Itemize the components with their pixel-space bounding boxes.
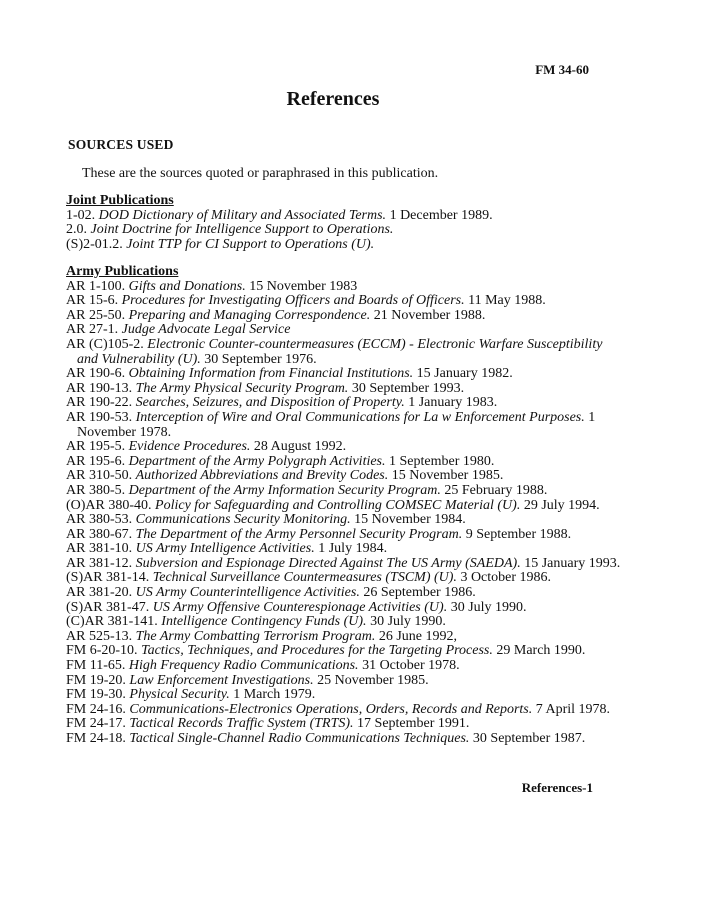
reference-id: AR (C)105-2. bbox=[66, 336, 144, 352]
reference-entry bbox=[66, 717, 626, 732]
reference-id: AR 195-6. bbox=[66, 453, 126, 469]
reference-entry bbox=[66, 601, 626, 616]
reference-date: 9 September 1988. bbox=[465, 526, 572, 542]
reference-id: FM 24-18. bbox=[66, 731, 126, 746]
reference-title: Tactical Records Traffic System (TRTS). bbox=[129, 716, 354, 732]
reference-id: AR 190-6. bbox=[66, 366, 126, 382]
reference-title: Intelligence Contingency Funds (U). bbox=[161, 614, 367, 630]
reference-entry bbox=[66, 674, 626, 689]
reference-title: US Army Counterintelligence Activities. bbox=[135, 585, 360, 601]
reference-title: Electronic Counter-countermeasures (ECCM) - Electronic Warfare Susceptibility and Vulnerability (U). bbox=[77, 336, 603, 367]
reference-id: FM 6-20-10. bbox=[66, 643, 138, 659]
reference-title: Tactical Single-Channel Radio Communications Techniques. bbox=[129, 731, 470, 746]
reference-title: Obtaining Information from Financial Institutions. bbox=[128, 366, 414, 382]
reference-id: FM 24-17. bbox=[66, 716, 126, 732]
army-publications-heading: Army Publications bbox=[66, 264, 179, 279]
reference-id: (S)2-01.2. bbox=[66, 236, 123, 252]
reference-date: 29 July 1994. bbox=[523, 497, 600, 513]
reference-id: AR 25-50. bbox=[66, 307, 126, 323]
reference-id: AR 381-12. bbox=[66, 555, 133, 571]
reference-date: 1 January 1983. bbox=[408, 395, 498, 411]
reference-date: 30 September 1993. bbox=[351, 380, 465, 396]
reference-id: FM 24-16. bbox=[66, 701, 126, 717]
joint-publications-heading: Joint Publications bbox=[66, 193, 174, 208]
reference-id: FM 11-65. bbox=[66, 658, 126, 674]
reference-entry bbox=[66, 557, 626, 572]
reference-title: Gifts and Donations. bbox=[128, 278, 246, 294]
reference-title: Preparing and Managing Correspondence. bbox=[128, 307, 371, 323]
reference-id: (C)AR 381-141. bbox=[66, 614, 158, 630]
reference-date: 15 November 1983 bbox=[249, 278, 358, 294]
reference-title: US Army Offensive Counterespionage Activities (U). bbox=[152, 599, 448, 615]
reference-entry bbox=[66, 209, 626, 224]
reference-title: Policy for Safeguarding and Controlling COMSEC Material (U). bbox=[155, 497, 521, 513]
reference-title: Tactics, Techniques, and Procedures for the Targeting Process. bbox=[141, 643, 493, 659]
reference-date: 1 July 1984. bbox=[318, 541, 388, 557]
reference-date: 1 September 1980. bbox=[389, 453, 495, 469]
reference-entry bbox=[66, 513, 626, 528]
reference-id: AR 380-67. bbox=[66, 526, 133, 542]
joint-publications-list bbox=[66, 209, 626, 253]
reference-id: AR 190-13. bbox=[66, 380, 133, 396]
reference-entry bbox=[66, 659, 626, 674]
reference-entry bbox=[66, 382, 626, 397]
reference-date: 15 November 1985. bbox=[391, 468, 504, 484]
reference-entry bbox=[66, 703, 626, 718]
reference-title: Department of the Army Information Security Program. bbox=[128, 482, 441, 498]
reference-entry bbox=[66, 411, 626, 440]
reference-entry bbox=[66, 280, 626, 295]
reference-date: 17 September 1991. bbox=[357, 716, 470, 732]
reference-date: 11 May 1988. bbox=[468, 293, 546, 309]
reference-id: (S)AR 381-47. bbox=[66, 599, 150, 615]
document-id: FM 34-60 bbox=[535, 62, 589, 77]
reference-id: AR 195-5. bbox=[66, 439, 126, 455]
reference-date: 15 November 1984. bbox=[354, 512, 466, 528]
reference-date: 25 February 1988. bbox=[444, 482, 548, 498]
reference-id: AR 381-10. bbox=[66, 541, 133, 557]
reference-entry bbox=[66, 323, 626, 338]
reference-entry bbox=[66, 223, 626, 238]
page-title: References bbox=[286, 88, 380, 110]
reference-id: AR 190-22. bbox=[66, 395, 133, 411]
reference-entry bbox=[66, 499, 626, 514]
reference-id: (O)AR 380-40. bbox=[66, 497, 152, 513]
reference-title: Law Enforcement Investigations. bbox=[129, 672, 314, 688]
reference-id: AR 1-100. bbox=[66, 278, 126, 294]
reference-entry bbox=[66, 309, 626, 324]
sources-used-heading: SOURCES USED bbox=[68, 137, 174, 152]
reference-date: 3 October 1986. bbox=[460, 570, 552, 586]
reference-title: The Department of the Army Personnel Security Program. bbox=[135, 526, 463, 542]
reference-date: 15 January 1982. bbox=[416, 366, 513, 382]
reference-title: Authorized Abbreviations and Brevity Codes. bbox=[135, 468, 389, 484]
reference-id: FM 19-30. bbox=[66, 687, 126, 703]
army-publications-list bbox=[66, 280, 626, 747]
reference-entry bbox=[66, 732, 626, 747]
reference-title: Evidence Procedures. bbox=[128, 439, 251, 455]
reference-date: 15 January 1993. bbox=[524, 555, 621, 571]
reference-date: 30 July 1990. bbox=[370, 614, 446, 630]
reference-date: 30 July 1990. bbox=[450, 599, 527, 615]
reference-entry bbox=[66, 367, 626, 382]
reference-title: Physical Security. bbox=[129, 687, 230, 703]
reference-entry bbox=[66, 615, 626, 630]
reference-date: 26 September 1986. bbox=[363, 585, 476, 601]
reference-title: Interception of Wire and Oral Communications for La w Enforcement Purposes. bbox=[135, 409, 585, 425]
reference-id: AR 525-13. bbox=[66, 628, 133, 644]
reference-entry bbox=[66, 528, 626, 543]
reference-entry bbox=[66, 484, 626, 499]
reference-date: 21 November 1988. bbox=[373, 307, 486, 323]
reference-id: AR 15-6. bbox=[66, 293, 119, 309]
reference-entry bbox=[66, 644, 626, 659]
reference-title: Communications-Electronics Operations, Orders, Records and Reports. bbox=[129, 701, 533, 717]
reference-title: The Army Combatting Terrorism Program. bbox=[135, 628, 376, 644]
reference-title: Technical Surveillance Countermeasures (TSCM) (U). bbox=[152, 570, 457, 586]
reference-id: 2.0. bbox=[66, 222, 87, 238]
reference-title: Judge Advocate Legal Service bbox=[121, 322, 291, 338]
reference-title: US Army Intelligence Activities. bbox=[135, 541, 315, 557]
reference-id: 1-02. bbox=[66, 207, 96, 223]
reference-id: FM 19-20. bbox=[66, 672, 126, 688]
reference-title: Joint Doctrine for Intelligence Support to Operations. bbox=[90, 222, 394, 238]
reference-entry bbox=[66, 542, 626, 557]
reference-date: 29 March 1990. bbox=[496, 643, 586, 659]
reference-title: Communications Security Monitoring. bbox=[135, 512, 351, 528]
reference-entry bbox=[66, 440, 626, 455]
joint-publications-section bbox=[66, 194, 626, 252]
reference-date: 1 December 1989. bbox=[389, 207, 493, 223]
page-number: References-1 bbox=[521, 780, 593, 795]
reference-date: 1 November 1978. bbox=[77, 409, 596, 440]
reference-title: Department of the Army Polygraph Activities. bbox=[128, 453, 386, 469]
reference-date: 31 October 1978. bbox=[362, 658, 460, 674]
reference-id: (S)AR 381-14. bbox=[66, 570, 150, 586]
reference-title: Searches, Seizures, and Disposition of Property. bbox=[135, 395, 405, 411]
reference-entry bbox=[66, 294, 626, 309]
reference-title: The Army Physical Security Program. bbox=[135, 380, 349, 396]
reference-id: AR 190-53. bbox=[66, 409, 133, 425]
intro-paragraph: These are the sources quoted or paraphrased in this publication. bbox=[82, 166, 439, 181]
reference-title: Subversion and Espionage Directed Against The US Army (SAEDA). bbox=[135, 555, 521, 571]
reference-entry bbox=[66, 238, 626, 253]
reference-entry bbox=[66, 630, 626, 645]
reference-date: 30 September 1987. bbox=[472, 731, 586, 746]
reference-id: AR 381-20. bbox=[66, 585, 133, 601]
reference-date: 25 November 1985. bbox=[317, 672, 429, 688]
reference-title: High Frequency Radio Communications. bbox=[128, 658, 359, 674]
reference-entry bbox=[66, 455, 626, 470]
reference-date: 30 September 1976. bbox=[204, 351, 317, 367]
reference-entry bbox=[66, 396, 626, 411]
reference-id: AR 380-5. bbox=[66, 482, 126, 498]
reference-id: AR 380-53. bbox=[66, 512, 133, 528]
reference-title: Joint TTP for CI Support to Operations (U). bbox=[126, 236, 375, 252]
reference-date: 1 March 1979. bbox=[233, 687, 316, 703]
reference-title: DOD Dictionary of Military and Associated Terms. bbox=[98, 207, 387, 223]
reference-entry bbox=[66, 688, 626, 703]
reference-id: AR 27-1. bbox=[66, 322, 119, 338]
reference-title: Procedures for Investigating Officers and Boards of Officers. bbox=[121, 293, 465, 309]
reference-date: 7 April 1978. bbox=[535, 701, 611, 717]
reference-date: 28 August 1992. bbox=[253, 439, 347, 455]
reference-entry bbox=[66, 338, 626, 367]
reference-entry bbox=[66, 586, 626, 601]
army-publications-section bbox=[66, 265, 626, 747]
reference-date: 26 June 1992, bbox=[378, 628, 458, 644]
reference-entry bbox=[66, 571, 626, 586]
reference-entry bbox=[66, 469, 626, 484]
reference-id: AR 310-50. bbox=[66, 468, 133, 484]
